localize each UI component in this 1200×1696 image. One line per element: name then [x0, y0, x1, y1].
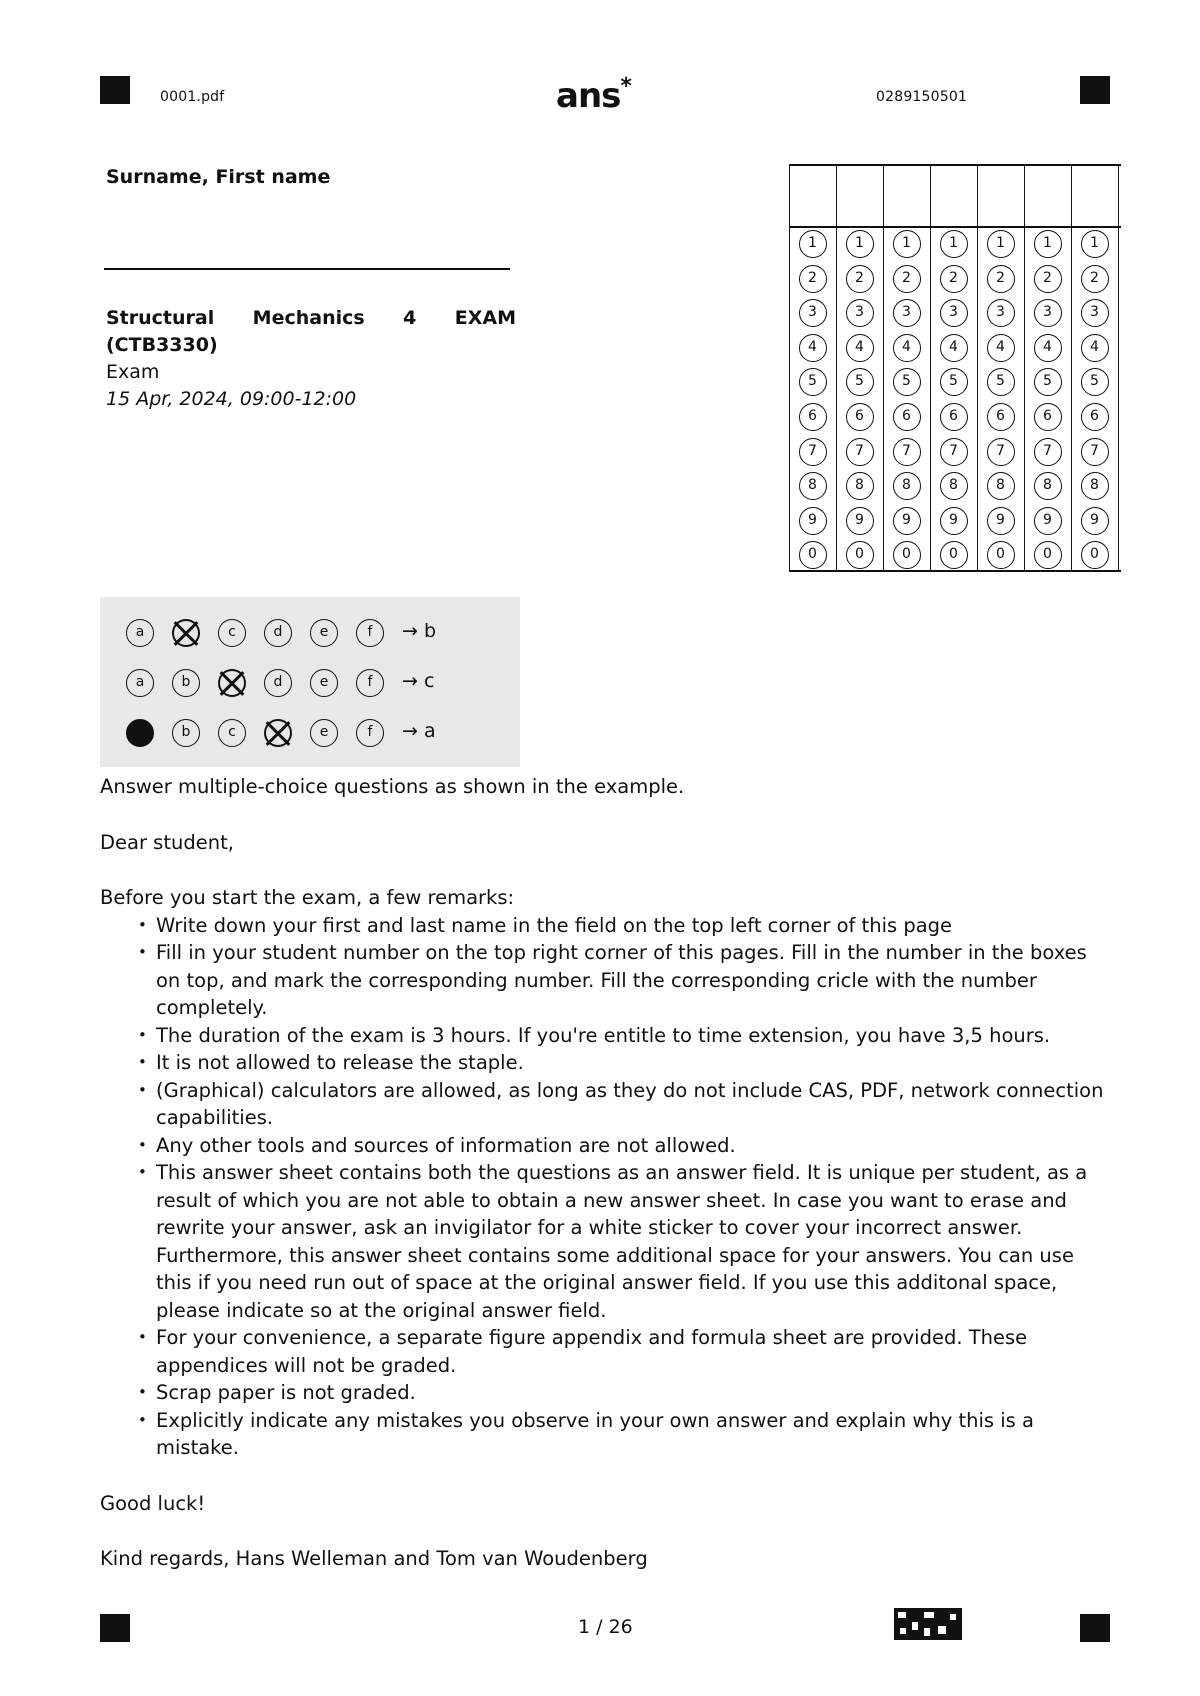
digit-bubble[interactable]: 7	[1081, 438, 1109, 466]
digit-bubble[interactable]: 1	[799, 230, 827, 258]
digit-bubble[interactable]: 5	[987, 368, 1015, 396]
grid-box-divider	[790, 226, 1121, 228]
list-item: • It is not allowed to release the staple.	[156, 1049, 1115, 1077]
digit-bubble[interactable]: 1	[987, 230, 1015, 258]
signoff: Kind regards, Hans Welleman and Tom van Woudenberg	[100, 1547, 648, 1570]
digit-bubble[interactable]: 3	[799, 299, 827, 327]
example-option-bubble	[172, 619, 200, 647]
digit-bubble[interactable]: 0	[1081, 541, 1109, 569]
digit-bubble[interactable]: 6	[893, 403, 921, 431]
digit-bubble[interactable]: 8	[893, 472, 921, 500]
digit-bubble[interactable]: 5	[940, 368, 968, 396]
list-item: • Write down your first and last name in the field on the top left corner of this page	[156, 912, 1115, 940]
digit-bubble[interactable]: 2	[893, 265, 921, 293]
digit-bubble[interactable]: 3	[987, 299, 1015, 327]
digit-bubble[interactable]: 9	[1081, 507, 1109, 535]
digit-bubble[interactable]: 1	[893, 230, 921, 258]
corner-marker-top-right	[1080, 76, 1110, 104]
digit-bubble[interactable]: 9	[1034, 507, 1062, 535]
digit-bubble[interactable]: 0	[1034, 541, 1062, 569]
example-option-bubble	[218, 669, 246, 697]
list-item: • This answer sheet contains both the questions as an answer field. It is unique per student, as a result of which you are not able to obtain a new answer sheet. In case you want to erase and rewrite your answer, ask an invigilator for a white sticker to cover your incorrect answer. Furthermore, this answer sheet contains some additional space for your answers. You can use this if you need run out of space at the original answer field. If you use this additonal space, please indicate so at the original answer field.	[156, 1159, 1115, 1324]
digit-bubble[interactable]: 8	[1034, 472, 1062, 500]
student-number-grid	[789, 164, 1121, 572]
digit-bubble[interactable]: 4	[893, 334, 921, 362]
digit-bubble[interactable]: 6	[846, 403, 874, 431]
digit-bubble[interactable]: 7	[940, 438, 968, 466]
example-option-bubble: e	[310, 669, 338, 697]
grid-bottom-border	[790, 570, 1121, 572]
digit-bubble[interactable]: 5	[1081, 368, 1109, 396]
example-option-bubble: c	[218, 619, 246, 647]
name-field-line[interactable]	[104, 268, 510, 270]
digit-bubble[interactable]: 1	[1081, 230, 1109, 258]
example-result: → a	[402, 720, 436, 742]
digit-bubble[interactable]: 5	[846, 368, 874, 396]
course-title: Structural Mechanics 4 EXAM	[106, 307, 517, 329]
digit-bubble[interactable]: 0	[846, 541, 874, 569]
digit-bubble[interactable]: 6	[1081, 403, 1109, 431]
corner-marker-bottom-left	[100, 1614, 130, 1642]
example-box	[100, 597, 520, 767]
intro: Before you start the exam, a few remarks:	[100, 886, 515, 909]
digit-bubble[interactable]: 8	[846, 472, 874, 500]
list-item: • Fill in your student number on the top right corner of this pages. Fill in the number in the boxes on top, and mark the corresponding number. Fill the corresponding cricle with the number completely.	[156, 939, 1115, 1022]
example-option-bubble: f	[356, 669, 384, 697]
digit-bubble[interactable]: 2	[846, 265, 874, 293]
list-item: • (Graphical) calculators are allowed, as long as they do not include CAS, PDF, network connection capabilities.	[156, 1077, 1115, 1132]
digit-bubble[interactable]: 3	[1034, 299, 1062, 327]
example-result: → b	[402, 620, 437, 642]
course-info	[106, 305, 516, 413]
example-option-bubble: b	[172, 669, 200, 697]
ans-logo	[556, 76, 631, 116]
example-option-bubble: e	[310, 619, 338, 647]
digit-bubble[interactable]: 0	[893, 541, 921, 569]
example-option-bubble: d	[264, 669, 292, 697]
instructions	[100, 773, 1115, 1573]
digit-bubble[interactable]: 8	[987, 472, 1015, 500]
digit-bubble[interactable]: 4	[846, 334, 874, 362]
digit-bubble[interactable]: 8	[1081, 472, 1109, 500]
digit-bubble[interactable]: 5	[1034, 368, 1062, 396]
digit-bubble[interactable]: 7	[1034, 438, 1062, 466]
example-option-bubble: e	[310, 719, 338, 747]
course-code: (CTB3330)	[106, 334, 218, 356]
example-option-bubble	[126, 719, 154, 747]
list-item: • Scrap paper is not graded.	[156, 1379, 1115, 1407]
example-result: → c	[402, 670, 435, 692]
page-number: 1 / 26	[578, 1616, 633, 1638]
file-name: 0001.pdf	[160, 89, 225, 105]
digit-bubble[interactable]: 5	[799, 368, 827, 396]
digit-bubble[interactable]: 8	[940, 472, 968, 500]
name-field-label: Surname, First name	[106, 166, 331, 188]
logo-text: ans	[556, 76, 621, 116]
exam-date: 15 Apr, 2024, 09:00-12:00	[106, 388, 357, 410]
digit-bubble[interactable]: 0	[940, 541, 968, 569]
digit-bubble[interactable]: 7	[893, 438, 921, 466]
digit-bubble[interactable]: 6	[940, 403, 968, 431]
digit-bubble[interactable]: 2	[940, 265, 968, 293]
example-option-bubble: f	[356, 619, 384, 647]
greeting: Dear student,	[100, 830, 234, 854]
digit-bubble[interactable]: 4	[987, 334, 1015, 362]
list-item: • Any other tools and sources of information are not allowed.	[156, 1132, 1115, 1160]
example-option-bubble	[264, 719, 292, 747]
digit-bubble[interactable]: 9	[940, 507, 968, 535]
example-option-bubble: f	[356, 719, 384, 747]
list-item: • Explicitly indicate any mistakes you observe in your own answer and explain why this is a mistake.	[156, 1407, 1115, 1462]
digit-bubble[interactable]: 5	[893, 368, 921, 396]
remarks-list	[100, 912, 1115, 1462]
good-luck: Good luck!	[100, 1491, 206, 1515]
digit-bubble[interactable]: 8	[799, 472, 827, 500]
digit-bubble[interactable]: 9	[987, 507, 1015, 535]
list-item: • The duration of the exam is 3 hours. If you're entitle to time extension, you have 3,5 hours.	[156, 1022, 1115, 1050]
list-item: • For your convenience, a separate figure appendix and formula sheet are provided. These appendices will not be graded.	[156, 1324, 1115, 1379]
digit-bubble[interactable]: 6	[1034, 403, 1062, 431]
course-type: Exam	[106, 361, 160, 383]
digit-bubble[interactable]: 2	[1081, 265, 1109, 293]
digit-bubble[interactable]: 2	[987, 265, 1015, 293]
digit-bubble[interactable]: 1	[846, 230, 874, 258]
digit-bubble[interactable]: 9	[846, 507, 874, 535]
digit-bubble[interactable]: 9	[799, 507, 827, 535]
digit-bubble[interactable]: 3	[893, 299, 921, 327]
example-option-bubble: a	[126, 619, 154, 647]
digit-bubble[interactable]: 3	[1081, 299, 1109, 327]
digit-bubble[interactable]: 9	[893, 507, 921, 535]
digit-bubble[interactable]: 4	[1081, 334, 1109, 362]
corner-marker-bottom-right	[1080, 1614, 1110, 1642]
digit-bubble[interactable]: 7	[799, 438, 827, 466]
digit-bubble[interactable]: 4	[799, 334, 827, 362]
example-option-bubble: a	[126, 669, 154, 697]
sheet-code: 0289150501	[876, 89, 968, 105]
digit-bubble[interactable]: 3	[846, 299, 874, 327]
example-option-bubble: d	[264, 619, 292, 647]
example-option-bubble: b	[172, 719, 200, 747]
digit-bubble[interactable]: 7	[846, 438, 874, 466]
digit-bubble[interactable]: 4	[940, 334, 968, 362]
digit-bubble[interactable]: 2	[799, 265, 827, 293]
example-option-bubble: c	[218, 719, 246, 747]
digit-bubble[interactable]: 6	[987, 403, 1015, 431]
digit-bubble[interactable]: 6	[799, 403, 827, 431]
digit-bubble[interactable]: 4	[1034, 334, 1062, 362]
digit-bubble[interactable]: 1	[1034, 230, 1062, 258]
logo-mark: *	[620, 74, 631, 99]
barcode-icon	[894, 1608, 962, 1640]
digit-bubble[interactable]: 0	[987, 541, 1015, 569]
digit-bubble[interactable]: 7	[987, 438, 1015, 466]
example-note: Answer multiple-choice questions as shown in the example.	[100, 775, 685, 798]
digit-bubble[interactable]: 3	[940, 299, 968, 327]
grid-top-border	[790, 164, 1121, 166]
digit-bubble[interactable]: 2	[1034, 265, 1062, 293]
digit-bubble[interactable]: 1	[940, 230, 968, 258]
corner-marker-top-left	[100, 76, 130, 104]
digit-bubble[interactable]: 0	[799, 541, 827, 569]
